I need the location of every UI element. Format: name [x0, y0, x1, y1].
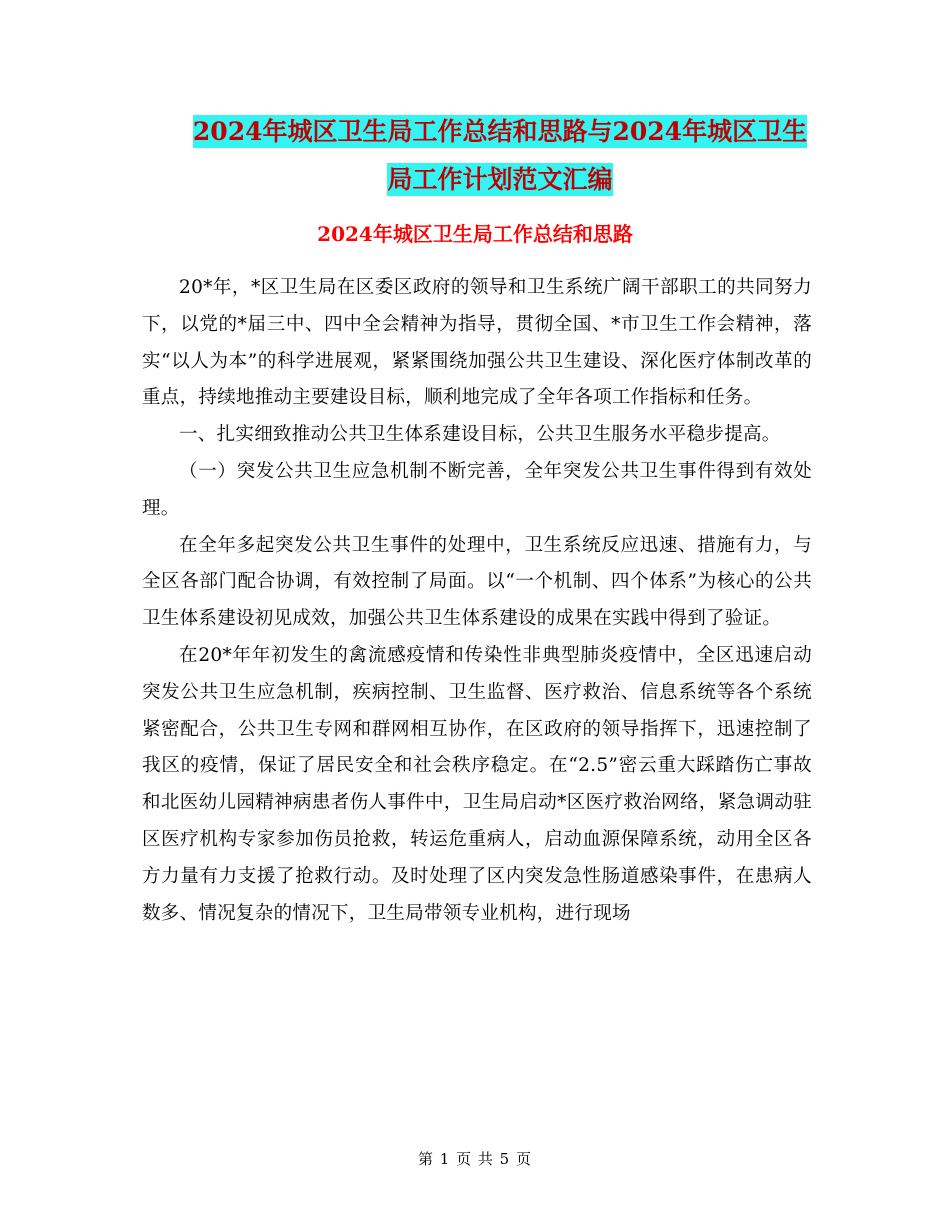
section-title: 2024年城区卫生局工作总结和思路 [317, 222, 633, 246]
document-title-line1: 2024年城区卫生局工作总结和思路与2024年城区卫生 [192, 117, 808, 146]
document-title [140, 108, 860, 204]
paragraph: （一）突发公共卫生应急机制不断完善，全年突发公共卫生事件得到有效处理。 [142, 460, 812, 519]
paragraph: 20*年，*区卫生局在区委区政府的领导和卫生系统广阔干部职工的共同努力下，以党的*届三中、四中全会精神为指导，贯彻全国、*市卫生工作会精神，落实“以人为本”的科学进展观，紧紧围绕加强公共卫生建设、深化医疗体制改革的重点，持续地推动主要建设目标，顺利地完成了全年各项工作指标和任务。 [142, 277, 812, 409]
paragraph: 在20*年年初发生的禽流感疫情和传染性非典型肺炎疫情中，全区迅速启动突发公共卫生应急机制，疾病控制、卫生监督、医疗救治、信息系统等各个系统紧密配合，公共卫生专网和群网相互协作，在区政府的领导指挥下，迅速控制了我区的疫情，保证了居民安全和社会秩序稳定。在“2.5”密云重大踩踏伤亡事故和北医幼儿园精神病患者伤人事件中，卫生局启动*区医疗救治网络，紧急调动驻区医疗机构专家参加伤员抢救，转运危重病人，启动血源保障系统，动用全区各方力量有力支援了抢救行动。及时处理了区内突发急性肠道感染事件，在患病人数多、情况复杂的情况下，卫生局带领专业机构，进行现场 [142, 644, 812, 924]
document-title-line2: 局工作计划范文汇编 [387, 165, 613, 194]
paragraph: 一、扎实细致推动公共卫生体系建设目标，公共卫生服务水平稳步提高。 [179, 424, 781, 446]
document-body [142, 270, 812, 932]
page-footer: 第 1 页 共 5 页 [418, 1150, 532, 1168]
paragraph: 在全年多起突发公共卫生事件的处理中，卫生系统反应迅速、措施有力，与全区各部门配合协调，有效控制了局面。以“一个机制、四个体系”为核心的公共卫生体系建设初见成效，加强公共卫生体系建设的成果在实践中得到了验证。 [142, 534, 812, 630]
